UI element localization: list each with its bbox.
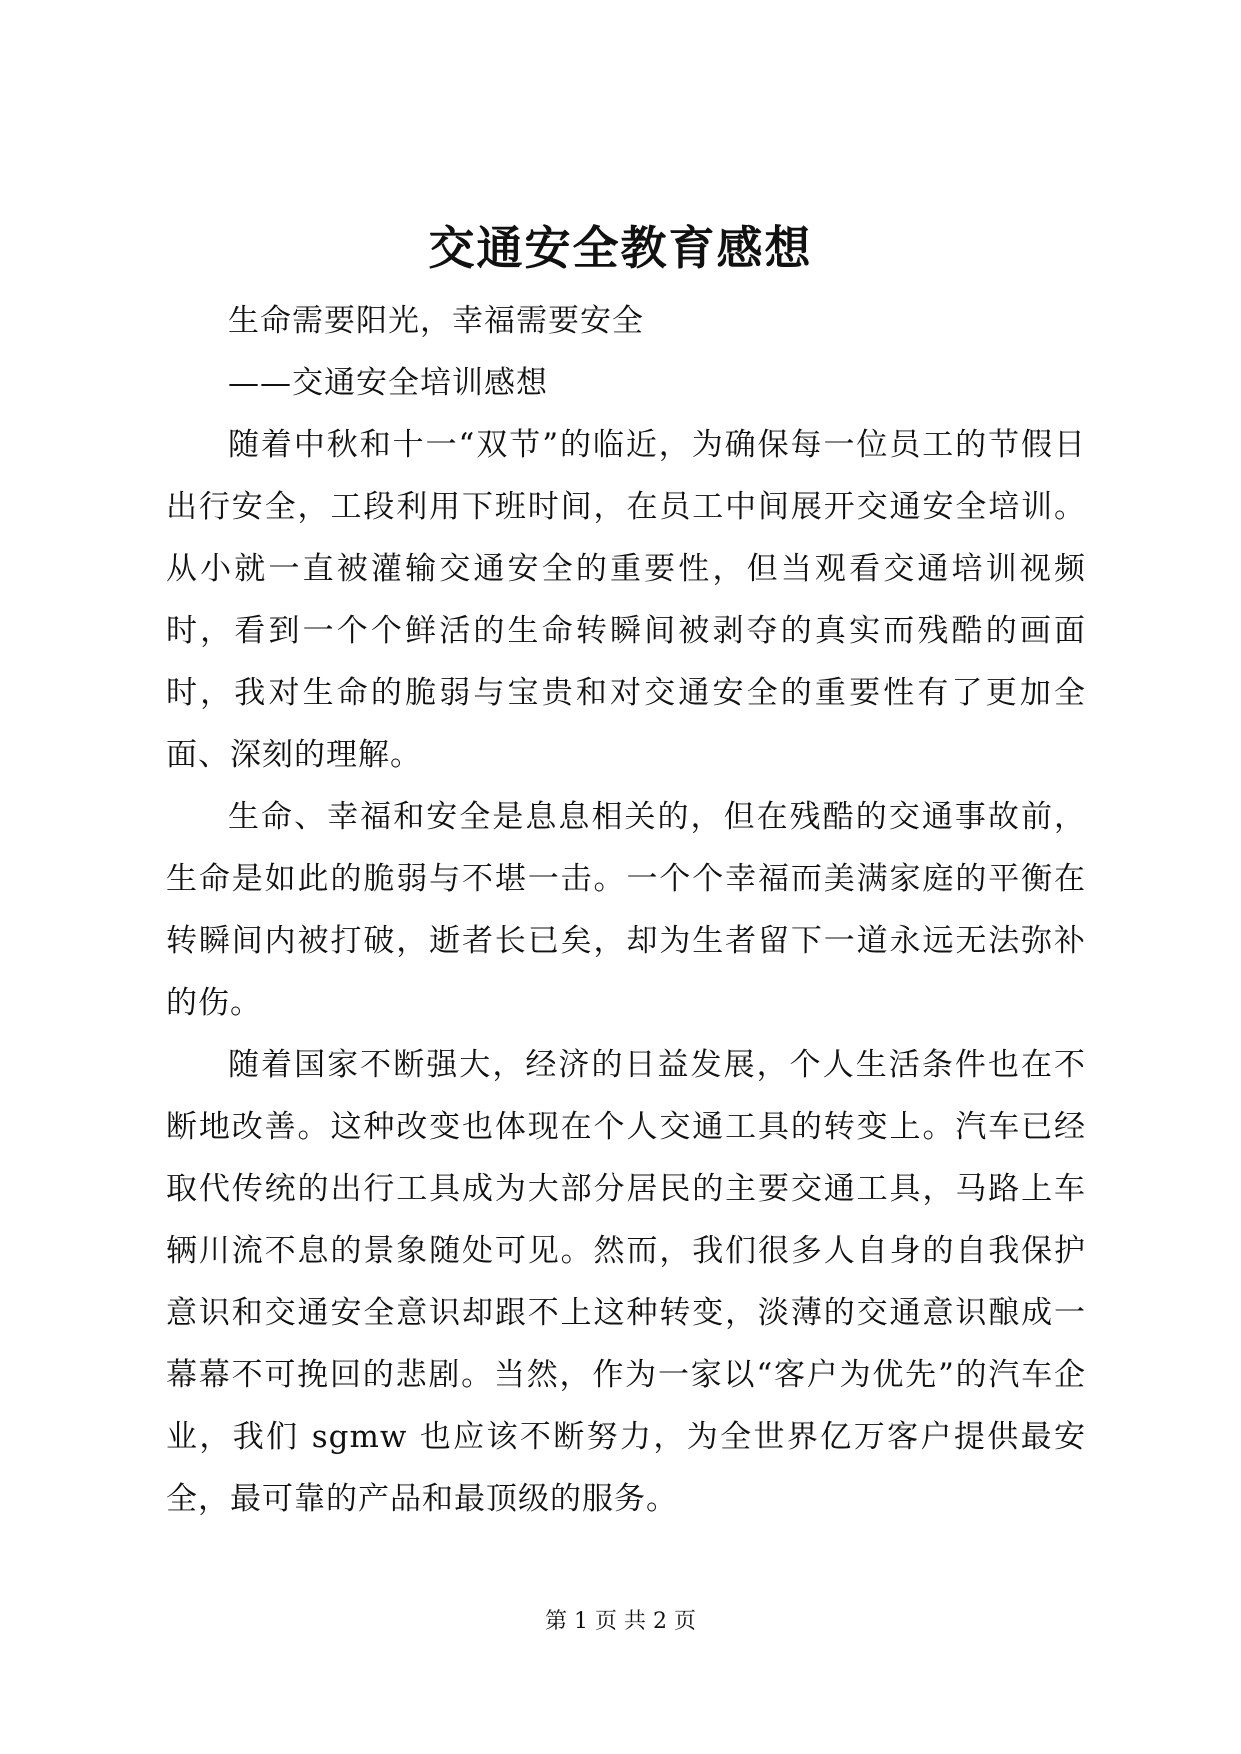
subtitle-line-2: ——交通安全培训感想 [228, 365, 548, 401]
page-number-footer: 第 1 页 共 2 页 [545, 1609, 696, 1634]
paragraph: 随着中秋和十一“双节”的临近，为确保每一位员工的节假日出行安全，工段利用下班时间，在员工中间展开交通安全培训。从小就一直被灌输交通安全的重要性，但当观看交通培训视频时，看到一个个鲜活的生命转瞬间被剥夺的真实而残酷的画面时，我对生命的脆弱与宝贵和对交通安全的重要性有了更加全面、深刻的理解。 [166, 427, 1086, 773]
paragraph: 随着国家不断强大，经济的日益发展，个人生活条件也在不断地改善。这种改变也体现在个人交通工具的转变上。汽车已经取代传统的出行工具成为大部分居民的主要交通工具，马路上车辆川流不息的景象随处可见。然而，我们很多人自身的自我保护意识和交通安全意识却跟不上这种转变，淡薄的交通意识酿成一幕幕不可挽回的悲剧。当然，作为一家以“客户为优先”的汽车企业，我们 sgmw 也应该不断努力，为全世界亿万客户提供最安全，最可靠的产品和最顶级的服务。 [166, 1047, 1086, 1517]
document-title: 交通安全教育感想 [428, 221, 813, 275]
subtitle-line-1: 生命需要阳光，幸福需要安全 [228, 303, 644, 339]
document-body [166, 290, 1086, 1530]
paragraph: 生命、幸福和安全是息息相关的，但在残酷的交通事故前，生命是如此的脆弱与不堪一击。一个个幸福而美满家庭的平衡在转瞬间内被打破，逝者长已矣，却为生者留下一道永远无法弥补的伤。 [166, 799, 1086, 1021]
